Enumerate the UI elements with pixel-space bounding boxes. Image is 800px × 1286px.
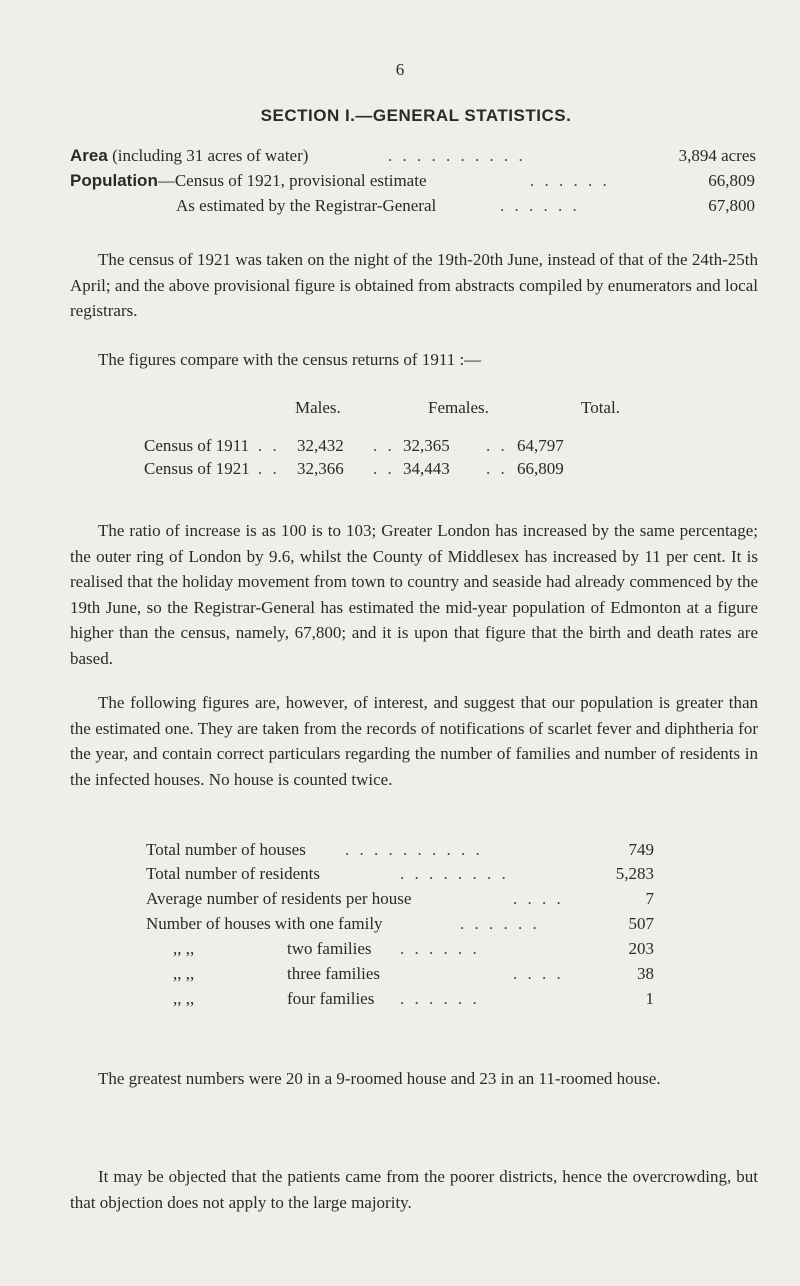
area-desc: (including 31 acres of water) [112, 146, 309, 165]
population-leader: . . . . . . [530, 171, 610, 190]
houses-row-leader: . . . . [513, 964, 564, 983]
paragraph-objection: It may be objected that the patients came from the poorer districts, hence the overcrowding, but that objection does not apply to the large majority. [70, 1167, 758, 1212]
census-row-leader: . . [486, 459, 508, 478]
paragraph-compare: The figures compare with the census returns of 1911 :— [98, 350, 482, 369]
houses-row-label: four families [287, 989, 375, 1008]
registrar-desc: As estimated by the Registrar-General [176, 196, 437, 215]
houses-row-value: 1 [645, 989, 654, 1008]
census-row-females: 32,365 [403, 436, 450, 455]
paragraph-ratio: The ratio of increase is as 100 is to 103; Greater London has increased by the same percentage; the outer ring of London by 9.6, whilst the County of Middlesex has increased by 11 per cent. It is realised that the holiday movement from town to country and seaside had already commenced by the 19th June, so the Registrar-General has estimated the mid-year population of Edmonton at a figure higher than the census, namely, 67,800; and it is upon that figure that the birth and death rates are based. [70, 521, 758, 668]
census-row-total: 66,809 [517, 459, 564, 478]
houses-row-value: 7 [645, 889, 654, 908]
paragraph-census-note: The census of 1921 was taken on the night of the 19th-20th June, instead of that of the 24th-25th April; and the above provisional figure is obtained from abstracts compiled by enumerators and local registrars. [70, 250, 758, 320]
houses-row-value: 507 [628, 914, 654, 933]
census-row-total: 64,797 [517, 436, 564, 455]
houses-row-leader: . . . . [513, 889, 564, 908]
houses-row-value: 749 [628, 840, 654, 859]
census-row-males: 32,432 [297, 436, 344, 455]
population-value: 66,809 [708, 171, 755, 190]
area-label: Area [70, 146, 108, 165]
registrar-leader: . . . . . . [500, 196, 580, 215]
paragraph-greatest: The greatest numbers were 20 in a 9-roomed house and 23 in an 11-roomed house. [98, 1069, 661, 1088]
census-row-leader: . . [486, 436, 508, 455]
census-row-leader: . . [373, 459, 395, 478]
houses-row-leader: . . . . . . . . . . [345, 840, 483, 859]
houses-row-leader: . . . . . . . . [400, 864, 509, 883]
houses-row-value: 38 [637, 964, 654, 983]
population-line [70, 171, 427, 191]
houses-row-label: Total number of houses [146, 840, 306, 859]
census-row-label: Census of 1911 [144, 436, 250, 455]
census-row-leader: . . [258, 459, 280, 478]
ditto-marks: ,, ,, [173, 964, 195, 983]
census-header-males: Males. [295, 398, 341, 417]
census-header-total: Total. [581, 398, 620, 417]
houses-row-label: Number of houses with one family [146, 914, 383, 933]
houses-row-label: three families [287, 964, 380, 983]
ditto-marks: ,, ,, [173, 989, 195, 1008]
houses-row-label: Total number of residents [146, 864, 320, 883]
census-row-leader: . . [373, 436, 395, 455]
houses-row-leader: . . . . . . [400, 939, 480, 958]
area-value: 3,894 acres [678, 146, 756, 165]
census-row-females: 34,443 [403, 459, 450, 478]
section-heading: SECTION I.—GENERAL STATISTICS. [260, 106, 572, 125]
population-label: Population [70, 171, 158, 190]
census-row-leader: . . [258, 436, 280, 455]
census-header-females: Females. [428, 398, 489, 417]
houses-row-label: two families [287, 939, 372, 958]
registrar-value: 67,800 [708, 196, 755, 215]
houses-row-label: Average number of residents per house [146, 889, 412, 908]
ditto-marks: ,, ,, [173, 939, 195, 958]
paragraph-figures: The following figures are, however, of interest, and suggest that our population is greater than the estimated one. They are taken from the records of notifications of scarlet fever and diphtheria for the year, and contain correct particulars regarding the number of families and number of residents in the infected houses. No house is counted twice. [70, 693, 758, 789]
page-number: 6 [395, 60, 405, 79]
houses-row-leader: . . . . . . [400, 989, 480, 1008]
houses-row-value: 203 [628, 939, 654, 958]
area-leader: . . . . . . . . . . [388, 146, 526, 165]
houses-row-value: 5,283 [615, 864, 654, 883]
census-row-males: 32,366 [297, 459, 344, 478]
area-line [70, 146, 308, 166]
census-row-label: Census of 1921 [144, 459, 250, 478]
houses-row-leader: . . . . . . [460, 914, 540, 933]
population-desc: —Census of 1921, provisional estimate [157, 171, 427, 190]
